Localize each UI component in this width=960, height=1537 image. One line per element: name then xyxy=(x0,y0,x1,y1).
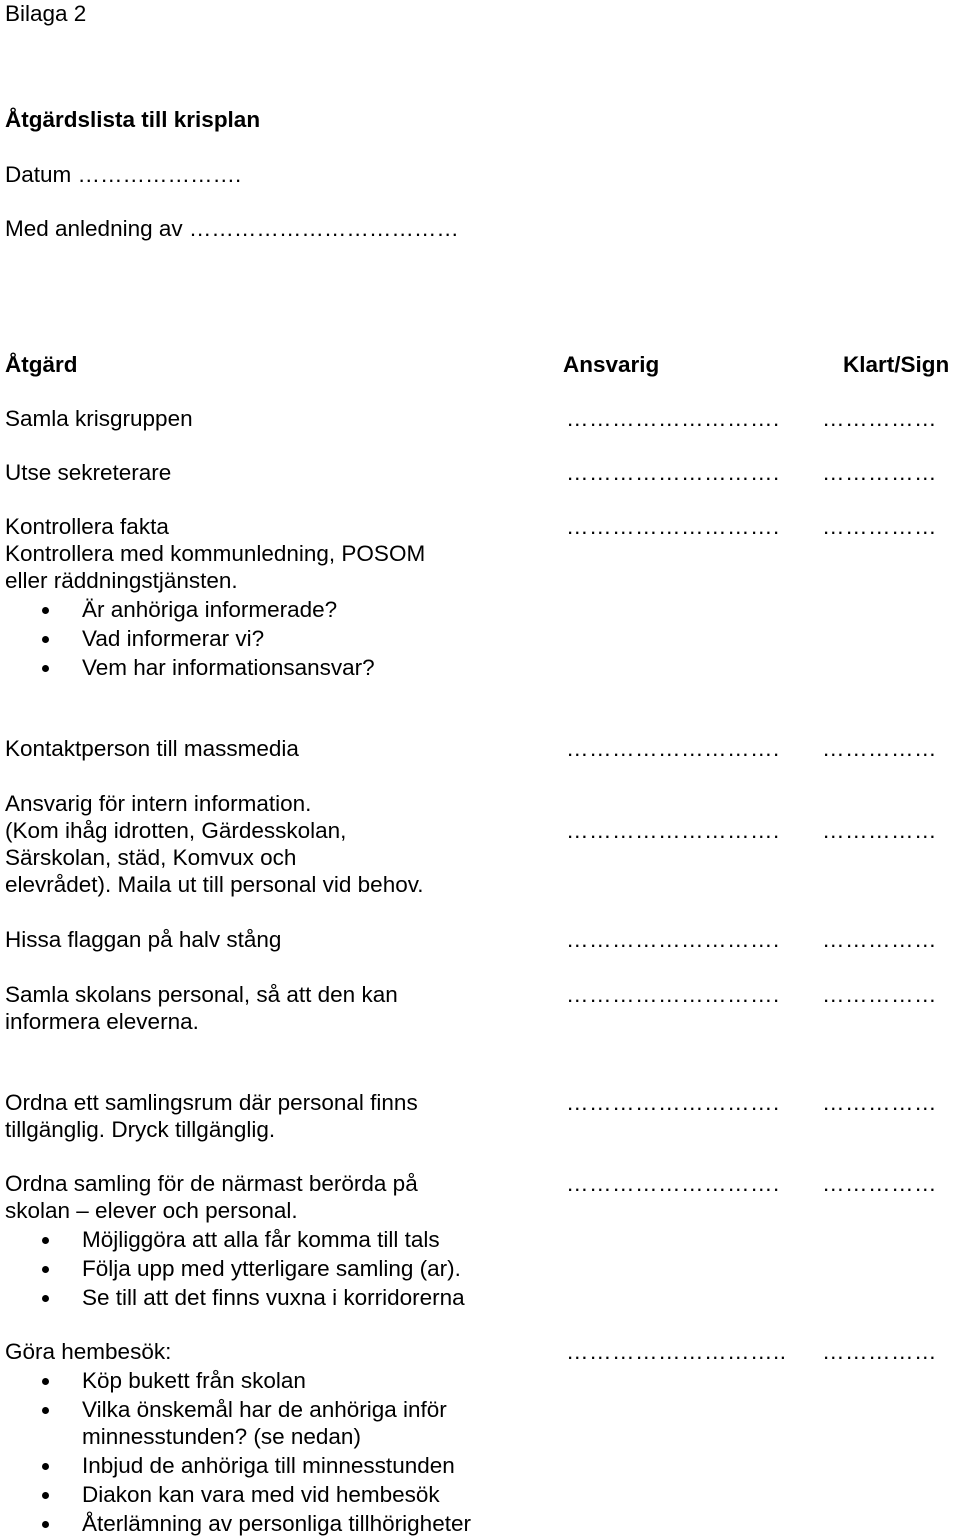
row-kontaktperson-massmedia: Kontaktperson till massmedia xyxy=(5,736,299,761)
bullet-item: Är anhöriga informerade? xyxy=(82,597,338,622)
responsible-field: ………………………. xyxy=(566,818,780,843)
done-field: …………… xyxy=(822,514,937,539)
bullet-icon xyxy=(42,1492,49,1499)
done-field: …………… xyxy=(822,1171,937,1196)
row-samla-personal: Samla skolans personal, så att den kan xyxy=(5,982,398,1007)
done-field: …………… xyxy=(822,818,937,843)
document-title: Åtgärdslista till krisplan xyxy=(5,107,261,132)
column-header-done: Klart/Sign xyxy=(843,352,950,377)
bullet-item: Diakon kan vara med vid hembesök xyxy=(82,1482,440,1507)
row-samling-berorda: Ordna samling för de närmast berörda på xyxy=(5,1171,418,1196)
bullet-icon xyxy=(42,1407,49,1414)
row-text-line: informera eleverna. xyxy=(5,1009,199,1034)
row-text-line: eller räddningstjänsten. xyxy=(5,568,238,593)
bullet-icon xyxy=(42,636,49,643)
bullet-icon xyxy=(42,1378,49,1385)
row-intern-information: Ansvarig för intern information. xyxy=(5,791,312,816)
bullet-item: Inbjud de anhöriga till minnesstunden xyxy=(82,1453,455,1478)
row-text-line: (Kom ihåg idrotten, Gärdesskolan, xyxy=(5,818,347,843)
row-text-line: Kontrollera med kommunledning, POSOM xyxy=(5,541,426,566)
bullet-icon xyxy=(42,665,49,672)
responsible-field: ………………………. xyxy=(566,460,780,485)
done-field: …………… xyxy=(822,1339,937,1364)
row-text-line: skolan – elever och personal. xyxy=(5,1198,298,1223)
annex-label: Bilaga 2 xyxy=(5,1,87,26)
bullet-icon xyxy=(42,1266,49,1273)
row-text-line: elevrådet). Maila ut till personal vid behov. xyxy=(5,872,424,897)
column-header-action: Åtgärd xyxy=(5,352,78,377)
responsible-field: ………………………. xyxy=(566,514,780,539)
bullet-icon xyxy=(42,1463,49,1470)
date-line: Datum …………………. xyxy=(5,162,242,187)
bullet-item: Vem har informationsansvar? xyxy=(82,655,375,680)
responsible-field: ………………………. xyxy=(566,406,780,431)
bullet-item: Möjliggöra att alla får komma till tals xyxy=(82,1227,440,1252)
row-hembesok: Göra hembesök: xyxy=(5,1339,172,1364)
responsible-field: ……………………….. xyxy=(566,1339,787,1364)
responsible-field: ………………………. xyxy=(566,1090,780,1115)
reason-line: Med anledning av ……………………………… xyxy=(5,216,459,241)
done-field: …………… xyxy=(822,927,937,952)
bullet-item-continuation: minnesstunden? (se nedan) xyxy=(82,1424,361,1449)
bullet-item: Vad informerar vi? xyxy=(82,626,265,651)
row-kontrollera-fakta: Kontrollera fakta xyxy=(5,514,169,539)
bullet-icon xyxy=(42,607,49,614)
row-text-line: tillgänglig. Dryck tillgänglig. xyxy=(5,1117,276,1142)
done-field: …………… xyxy=(822,1090,937,1115)
responsible-field: ………………………. xyxy=(566,1171,780,1196)
bullet-item: Köp bukett från skolan xyxy=(82,1368,306,1393)
bullet-item: Återlämning av personliga tillhörigheter xyxy=(82,1511,471,1536)
bullet-icon xyxy=(42,1521,49,1528)
bullet-icon xyxy=(42,1295,49,1302)
bullet-item: Vilka önskemål har de anhöriga inför xyxy=(82,1397,447,1422)
responsible-field: ………………………. xyxy=(566,736,780,761)
row-samla-krisgruppen: Samla krisgruppen xyxy=(5,406,193,431)
bullet-item: Följa upp med ytterligare samling (ar). xyxy=(82,1256,461,1281)
responsible-field: ………………………. xyxy=(566,982,780,1007)
row-samlingsrum: Ordna ett samlingsrum där personal finns xyxy=(5,1090,418,1115)
done-field: …………… xyxy=(822,736,937,761)
bullet-icon xyxy=(42,1237,49,1244)
row-text-line: Särskolan, städ, Komvux och xyxy=(5,845,297,870)
column-header-responsible: Ansvarig xyxy=(563,352,660,377)
row-hissa-flaggan: Hissa flaggan på halv stång xyxy=(5,927,282,952)
bullet-item: Se till att det finns vuxna i korridorerna xyxy=(82,1285,465,1310)
responsible-field: ………………………. xyxy=(566,927,780,952)
row-utse-sekreterare: Utse sekreterare xyxy=(5,460,172,485)
done-field: …………… xyxy=(822,982,937,1007)
done-field: …………… xyxy=(822,460,937,485)
done-field: …………… xyxy=(822,406,937,431)
